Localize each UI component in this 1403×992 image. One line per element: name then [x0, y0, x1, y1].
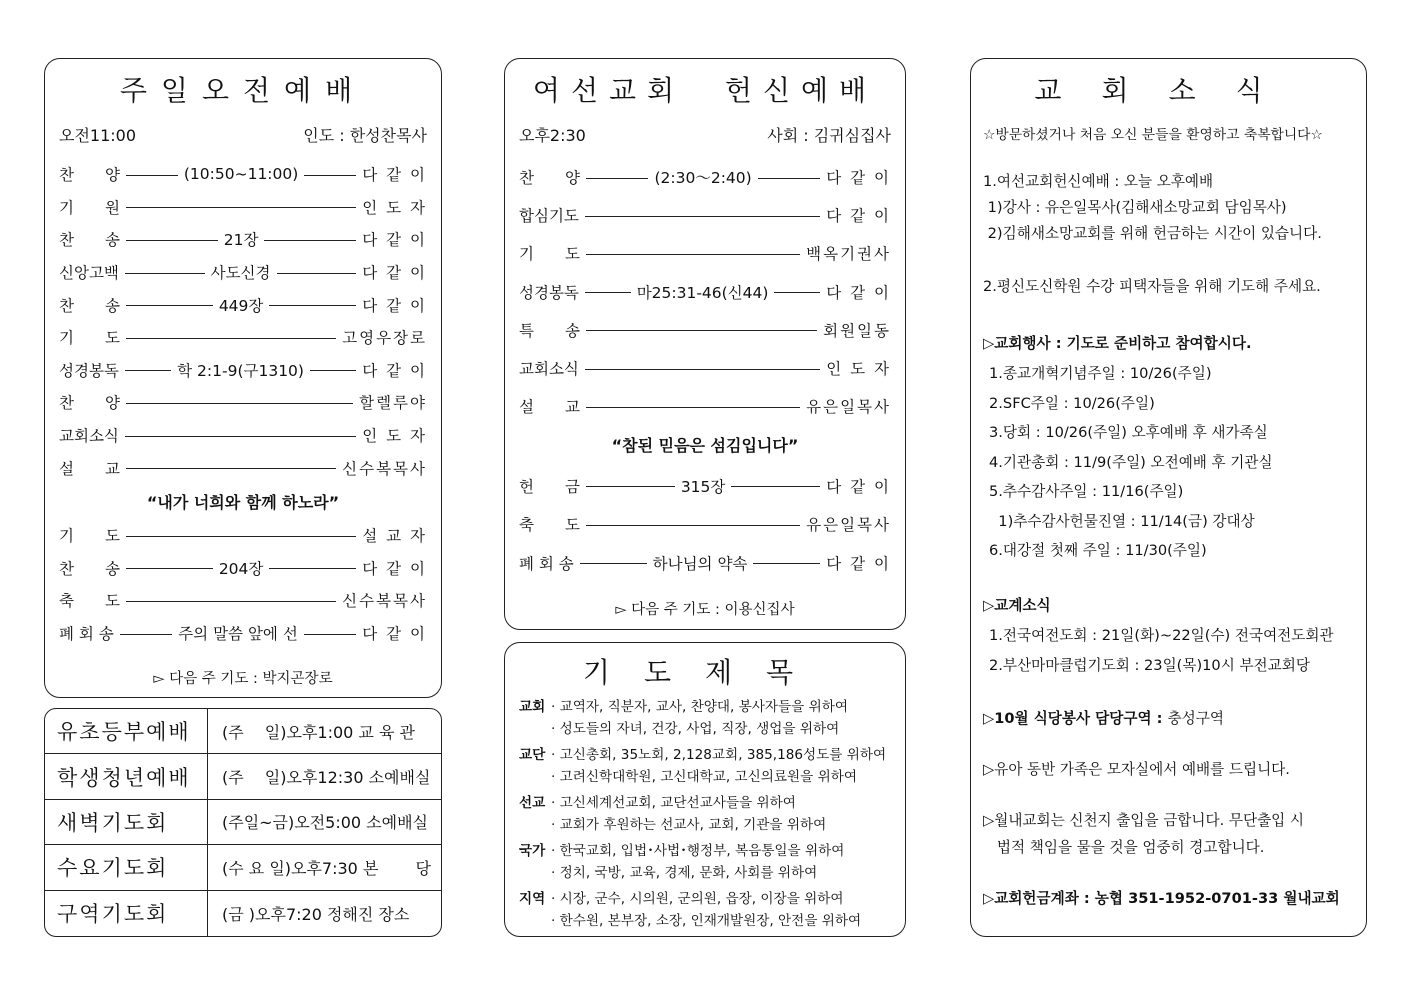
order-person: 백옥기권사 [806, 245, 891, 264]
leader-line [586, 178, 649, 179]
order-row [45, 288, 441, 321]
order-label: 합심기도 [519, 207, 579, 226]
order-row [505, 543, 905, 582]
leader-line [585, 216, 820, 217]
order-label: 축 도 [519, 516, 580, 535]
women-order-a [505, 158, 905, 425]
leader-line [310, 370, 356, 371]
news-list-item: 6.대강절 첫째 주일 : 11/30(주일) [989, 542, 1207, 559]
news-welcome: ☆방문하셨거나 처음 오신 분들을 환영하고 축복합니다☆ [983, 127, 1323, 143]
order-label: 폐 회 송 [519, 554, 574, 573]
order-detail: (10:50~11:00) [183, 165, 299, 184]
order-row [45, 321, 441, 354]
order-person: 유은일목사 [806, 398, 891, 417]
prayer-line: · 교회가 후원하는 선교사, 교회, 기관을 위하여 [551, 816, 827, 833]
prayer-topic [505, 697, 905, 740]
morning-next-prayer: ▻ 다음 주 기도 : 박지곤장로 [153, 671, 333, 688]
prayer-line: · 고려신학대학원, 고신대학교, 고신의료원을 위하여 [551, 768, 858, 785]
news-list-item: 1.전국여전도회 : 21일(화)~22일(수) 전국여전도회관 [989, 626, 1334, 644]
order-detail: 학 2:1-9(구1310) [177, 361, 304, 380]
order-label: 헌 금 [519, 477, 580, 496]
women-header [505, 123, 905, 146]
news-item-1b: 2)김해새소망교회를 위해 헌금하는 시간이 있습니다. [983, 225, 1322, 242]
order-detail: 사도신경 [210, 264, 271, 283]
order-label: 축 도 [59, 592, 120, 611]
order-label: 찬 송 [59, 231, 120, 250]
order-row [505, 311, 905, 349]
leader-line [753, 563, 820, 564]
leader-line [126, 175, 178, 176]
leader-line [126, 536, 356, 537]
order-row [505, 505, 905, 544]
order-row [505, 466, 905, 505]
order-label: 찬 양 [59, 394, 120, 413]
morning-header [45, 123, 441, 146]
news-body [971, 123, 1366, 908]
order-person: 할렐루야 [359, 394, 427, 413]
leader-line [126, 468, 336, 469]
morning-order-a [45, 158, 441, 484]
leader-line [580, 563, 647, 564]
schedule-time: (수 요 일)오후7:30 본 당 [222, 858, 431, 878]
order-person: 설 교 자 [362, 527, 427, 546]
order-row [45, 419, 441, 452]
order-person: 다 같 이 [362, 361, 428, 380]
order-person: 다 같 이 [362, 559, 428, 578]
order-row [45, 617, 441, 650]
order-person: 다 같 이 [362, 166, 427, 185]
leader-line [585, 369, 820, 370]
order-label: 성경봉독 [519, 283, 579, 302]
news-list-item: 1)추수감사헌물진열 : 11/14(금) 강대상 [989, 512, 1255, 530]
prayer-line: · 성도들의 자녀, 건강, 사업, 직장, 생업을 위하여 [551, 720, 840, 737]
order-person: 회원일동 [823, 321, 891, 340]
schedule-row [45, 891, 441, 936]
order-row [45, 354, 441, 387]
schedule-time: (금 )오후7:20 정해진 장소 [222, 904, 410, 924]
order-person: 고영우장로 [342, 329, 427, 348]
order-row [45, 451, 441, 484]
morning-title: 주일오전예배 [119, 74, 367, 107]
order-row [45, 223, 441, 256]
schedule-time: (주 일)오후1:00 교 육 관 [222, 722, 415, 742]
meal-duty [983, 707, 1354, 728]
events-list [983, 359, 1354, 566]
women-leader: 사회 : 김귀심집사 [767, 126, 891, 145]
prayer-category: 교단 [519, 747, 546, 763]
prayer-category: 지역 [519, 891, 546, 907]
leader-line [304, 634, 356, 635]
prayer-title: 기도제목 [582, 656, 828, 689]
order-label: 교회소식 [59, 427, 119, 446]
order-person: 다 같 이 [362, 625, 427, 644]
morning-time: 오전11:00 [59, 126, 137, 145]
order-row [505, 387, 905, 425]
leader-line [269, 305, 356, 306]
news-list-item: 5.추수감사주일 : 11/16(주일) [989, 483, 1184, 500]
order-row [505, 196, 905, 234]
order-label: 기 도 [59, 329, 120, 348]
order-row [505, 273, 905, 311]
order-person: 신수복목사 [342, 459, 427, 478]
order-row [505, 158, 905, 196]
prayer-line: · 고신총회, 35노회, 2,128교회, 385,186성도를 위하여 [551, 747, 887, 763]
news-item-1a: 1)강사 : 유은일목사(김해새소망교회 담임목사) [983, 199, 1287, 216]
order-row [45, 386, 441, 419]
news-title: 교회소식 [1034, 74, 1303, 107]
order-person: 다 같 이 [826, 554, 892, 573]
news-list-item: 4.기관총회 : 11/9(주일) 오전예배 후 기관실 [989, 453, 1273, 471]
order-person: 다 같 이 [826, 283, 891, 302]
order-label: 기 원 [59, 198, 120, 217]
order-label: 찬 양 [59, 166, 120, 185]
schedule-time: (주일~금)오전5:00 소예배실 [222, 813, 429, 833]
region-heading: ▷교계소식 [983, 596, 1051, 614]
leader-line [120, 634, 172, 635]
order-person: 유은일목사 [806, 516, 891, 535]
order-row [45, 256, 441, 289]
leader-line [126, 568, 213, 569]
order-label: 설 교 [59, 459, 120, 478]
order-label: 신앙고백 [59, 264, 119, 283]
leader-line [585, 292, 631, 293]
prayer-category: 선교 [519, 795, 546, 811]
prayer-topic [505, 745, 905, 788]
morning-service-panel [44, 58, 442, 698]
order-label: 기 도 [59, 527, 120, 546]
order-detail: 204장 [218, 559, 264, 578]
prayer-line: · 한국교회, 입법･사법･행정부, 복음통일을 위하여 [551, 843, 845, 859]
order-row [45, 158, 441, 191]
order-label: 찬 송 [59, 559, 120, 578]
order-person: 다 같 이 [826, 169, 892, 188]
women-time: 오후2:30 [519, 126, 586, 145]
leader-line [125, 436, 356, 437]
prayer-line: · 교역자, 직분자, 교사, 찬양대, 봉사자들을 위하여 [551, 699, 849, 715]
leader-line [731, 486, 820, 487]
women-service-panel [504, 58, 906, 630]
schedule-name: 학생청년예배 [45, 754, 208, 798]
events-heading: ▷교회행사 : 기도로 준비하고 참여합시다. [983, 335, 1252, 352]
leader-line [126, 403, 353, 404]
order-person: 다 같 이 [362, 231, 427, 250]
news-list-item: 3.당회 : 10/26(주일) 오후예배 후 새가족실 [989, 424, 1268, 441]
order-person: 인 도 자 [362, 198, 427, 217]
news-list-item: 1.종교개혁기념주일 : 10/26(주일) [989, 365, 1212, 382]
order-row [45, 519, 441, 552]
morning-sermon-title: “내가 너희와 함께 하노라” [146, 492, 340, 512]
order-label: 성경봉독 [59, 361, 119, 380]
leader-line [277, 273, 357, 274]
order-person: 다 같 이 [826, 207, 891, 226]
news-item-1: 1.여선교회헌신예배 : 오늘 오후예배 [983, 173, 1214, 190]
women-next-prayer: ▻ 다음 주 기도 : 이용신집사 [615, 601, 795, 618]
order-row [45, 584, 441, 617]
order-detail: 하나님의 약속 [652, 554, 748, 573]
order-person: 다 같 이 [826, 477, 892, 496]
schedule-name: 수요기도회 [45, 845, 208, 889]
leader-line [586, 407, 800, 408]
leader-line [269, 568, 356, 569]
prayer-category: 국가 [519, 843, 546, 859]
leader-line [586, 254, 800, 255]
leader-line [758, 178, 821, 179]
leader-line [586, 525, 800, 526]
prayer-line: · 정치, 국방, 교육, 경제, 문화, 사회를 위하여 [551, 864, 818, 881]
women-sermon-title: “참된 믿음은 섬김입니다” [611, 436, 799, 456]
church-news-panel [970, 58, 1367, 937]
order-label: 찬 송 [59, 296, 120, 315]
leader-line [126, 601, 336, 602]
order-row [45, 191, 441, 224]
news-list-item: 2.SFC주일 : 10/26(주일) [989, 394, 1155, 412]
prayer-line: · 한수원, 본부장, 소장, 인재개발원장, 안전을 위하여 [551, 912, 862, 929]
news-list-item: 2.부산마마클럽기도회 : 23일(목)10시 부전교회당 [989, 656, 1310, 674]
order-row [45, 552, 441, 585]
order-label: 특 송 [519, 321, 580, 340]
leader-line [126, 207, 356, 208]
prayer-topics-panel [504, 642, 906, 937]
order-person: 인 도 자 [826, 360, 891, 379]
order-person: 인 도 자 [362, 427, 427, 446]
order-row [505, 234, 905, 272]
schedule-name: 유초등부예배 [45, 709, 208, 753]
order-detail: 마25:31-46(신44) [636, 283, 769, 302]
order-label: 기 도 [519, 245, 580, 264]
meal-duty-value: 충성구역 [1167, 709, 1224, 727]
leader-line [126, 338, 336, 339]
leader-line [774, 292, 820, 293]
order-detail: (2:30～2:40) [654, 169, 752, 188]
leader-line [586, 330, 817, 331]
order-detail: 21장 [223, 231, 259, 250]
order-label: 찬 양 [519, 169, 580, 188]
schedule-name: 구역기도회 [45, 891, 208, 936]
prayer-topic-list [505, 697, 905, 932]
offering-account: ▷교회헌금계좌 : 농협 351-1952-0701-33 월내교회 [983, 889, 1340, 907]
leader-line [126, 305, 213, 306]
order-person: 다 같 이 [362, 296, 428, 315]
warning-line-2: 법적 책임을 물을 것을 엄중히 경고합니다. [983, 838, 1265, 856]
prayer-topic [505, 889, 905, 932]
prayer-topic [505, 793, 905, 836]
order-label: 교회소식 [519, 360, 579, 379]
order-row [505, 349, 905, 387]
morning-order-b [45, 519, 441, 649]
schedule-row [45, 800, 441, 845]
morning-leader: 인도 : 한성찬목사 [303, 126, 427, 145]
leader-line [126, 240, 218, 241]
news-item-2: 2.평신도신학원 수강 피택자들을 위해 기도해 주세요. [983, 278, 1321, 295]
leader-line [586, 486, 675, 487]
order-person: 신수복목사 [342, 592, 427, 611]
order-person: 다 같 이 [362, 264, 427, 283]
schedule-row [45, 709, 441, 754]
prayer-category: 교회 [519, 699, 546, 715]
schedule-row [45, 754, 441, 799]
leader-line [304, 175, 356, 176]
warning-line-1: ▷월내교회는 신천지 출입을 금합니다. 무단출입 시 [983, 811, 1305, 829]
order-label: 폐 회 송 [59, 625, 114, 644]
order-detail: 주의 말씀 앞에 선 [178, 625, 298, 644]
women-order-b [505, 466, 905, 582]
women-title: 여선교회 헌신예배 [532, 74, 878, 107]
leader-line [264, 240, 356, 241]
order-detail: 315장 [680, 477, 726, 496]
infant-notice: ▷유아 동반 가족은 모자실에서 예배를 드립니다. [983, 760, 1290, 778]
order-label: 설 교 [519, 398, 580, 417]
leader-line [125, 370, 171, 371]
leader-line [125, 273, 205, 274]
prayer-line: · 시장, 군수, 시의원, 군의원, 읍장, 이장을 위하여 [551, 891, 844, 907]
schedule-row [45, 845, 441, 890]
schedule-time: (주 일)오후12:30 소예배실 [222, 768, 431, 788]
order-detail: 449장 [218, 296, 264, 315]
schedule-name: 새벽기도회 [45, 800, 208, 844]
meal-duty-label: ▷10월 식당봉사 담당구역 : [983, 709, 1168, 727]
prayer-line: · 고신세계선교회, 교단선교사들을 위하여 [551, 795, 796, 811]
prayer-topic [505, 841, 905, 884]
weekly-schedule-table [44, 708, 442, 937]
region-list [983, 621, 1354, 681]
